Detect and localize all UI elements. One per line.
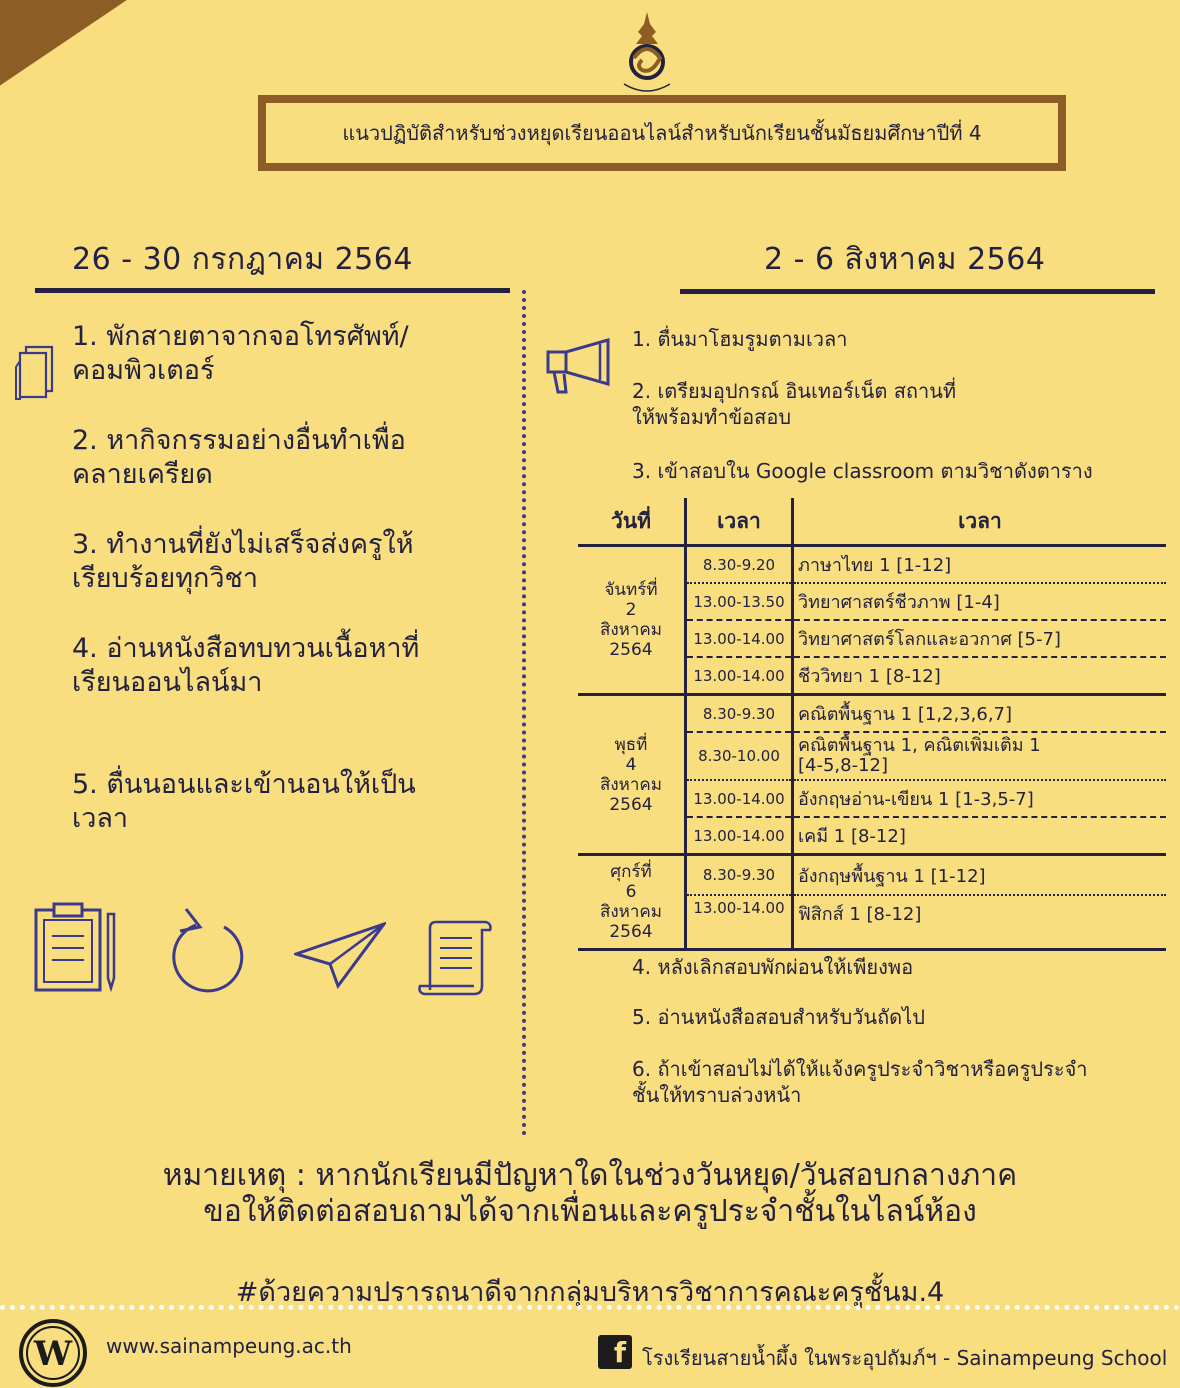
time-cell: 13.00-14.00 (686, 620, 793, 657)
time-cell: 13.00-14.00 (686, 780, 793, 817)
left-item-2-text: 2. หากิจกรรมอย่างอื่นทำเพื่อ คลายเครียด (72, 425, 406, 490)
left-item-3-text: 3. ทำงานที่ยังไม่เสร็จส่งครูให้ เรียบร้อยทุกวิชา (72, 529, 414, 594)
right-item-4 (632, 954, 1152, 980)
right-item-1-text: 1. ตื่นมาโฮมรูมตามเวลา (632, 327, 848, 351)
table-row (578, 695, 1166, 733)
left-item-1-text: 1. พักสายตาจากจอโทรศัพท์/ คอมพิวเตอร์ (72, 321, 409, 386)
left-item-4 (72, 632, 512, 700)
right-item-1 (632, 326, 1152, 352)
time-cell: 13.00-14.00 (686, 817, 793, 855)
website-link[interactable]: www.sainampeung.ac.th (106, 1334, 352, 1358)
left-item-3 (72, 528, 512, 596)
time-cell: 8.30-9.30 (686, 855, 793, 896)
documents-icon (14, 345, 56, 401)
facebook-page-link[interactable]: โรงเรียนสายน้ำผึ้ง ในพระอุปถัมภ์ฯ - Sainampeung School (642, 1346, 1168, 1370)
subject-cell: เคมี 1 [8-12] (793, 817, 1167, 855)
table-row (578, 855, 1166, 896)
header-time: เวลา (686, 498, 793, 546)
subject-cell: อังกฤษอ่าน-เขียน 1 [1-3,5-7] (793, 780, 1167, 817)
right-item-3 (632, 458, 1152, 484)
note-line-1: หมายเหตุ : หากนักเรียนมีปัญหาใดในช่วงวันหยุด/วันสอบกลางภาค (162, 1158, 1018, 1193)
time-cell: 13.00-13.50 (686, 583, 793, 620)
right-item-3-text: 3. เข้าสอบใน Google classroom ตามวิชาดังตาราง (632, 459, 1093, 483)
facebook-icon: f (598, 1335, 632, 1369)
refresh-icon (168, 905, 248, 997)
time-cell: 13.00-14.00 (686, 657, 793, 695)
clipboard-icon (32, 900, 118, 994)
day-cell: จันทร์ที่ 2 สิงหาคม 2564 (578, 546, 686, 695)
svg-text:W: W (33, 1334, 73, 1374)
exam-schedule (578, 498, 1166, 951)
right-item-5-text: 5. อ่านหนังสือสอบสำหรับวันถัดไป (632, 1005, 925, 1029)
school-emblem-icon (612, 10, 682, 102)
page-title: แนวปฏิบัติสำหรับช่วงหยุดเรียนออนไลน์สำหรับนักเรียนชั้นมัธยมศึกษาปีที่ 4 (342, 121, 982, 145)
right-item-2 (632, 378, 1152, 430)
subject-cell: คณิตพื้นฐาน 1, คณิตเพิ่มเติม 1 [4-5,8-12] (793, 732, 1167, 780)
right-item-6-text: 6. ถ้าเข้าสอบไม่ได้ให้แจ้งครูประจำวิชาหรือครูประจำ ชั้นให้ทราบล่วงหน้า (632, 1057, 1088, 1107)
subject-cell: วิทยาศาสตร์โลกและอวกาศ [5-7] (793, 620, 1167, 657)
left-section-underline (35, 288, 510, 293)
right-item-6 (632, 1056, 1152, 1108)
hashtag: #ด้วยความปรารถนาดีจากกลุ่มบริหารวิชาการคณะครูชั้นม.4 (235, 1277, 945, 1308)
subject-cell: ชีววิทยา 1 [8-12] (793, 657, 1167, 695)
scroll-icon (416, 920, 496, 996)
left-section-date: 26 - 30 กรกฎาคม 2564 (72, 242, 413, 277)
time-cell: 8.30-9.20 (686, 546, 793, 584)
left-item-5-text: 5. ตื่นนอนและเข้านอนให้เป็น เวลา (72, 769, 416, 834)
right-item-4-text: 4. หลังเลิกสอบพักผ่อนให้เพียงพอ (632, 955, 914, 979)
footer-divider (0, 1305, 1180, 1310)
left-item-4-text: 4. อ่านหนังสือทบทวนเนื้อหาที่ เรียนออนไลน์มา (72, 633, 420, 698)
subject-cell: ฟิสิกส์ 1 [8-12] (793, 895, 1167, 950)
left-item-5 (72, 768, 512, 836)
column-divider (522, 290, 526, 1136)
right-section-underline (680, 289, 1155, 294)
left-item-1 (72, 320, 512, 388)
time-cell: 13.00-14.00 (686, 895, 793, 950)
note-line-2: ขอให้ติดต่อสอบถามได้จากเพื่อนและครูประจำชั้นในไลน์ห้อง (203, 1194, 977, 1229)
right-item-5 (632, 1004, 1152, 1030)
paper-plane-icon (294, 920, 386, 990)
header-subject: เวลา (793, 498, 1167, 546)
subject-cell: ภาษาไทย 1 [1-12] (793, 546, 1167, 584)
day-cell: พุธที่ 4 สิงหาคม 2564 (578, 695, 686, 855)
day-cell: ศุกร์ที่ 6 สิงหาคม 2564 (578, 855, 686, 950)
time-cell: 8.30-9.30 (686, 695, 793, 733)
subject-cell: วิทยาศาสตร์ชีวภาพ [1-4] (793, 583, 1167, 620)
subject-cell: อังกฤษพื้นฐาน 1 [1-12] (793, 855, 1167, 896)
table-row (578, 546, 1166, 584)
left-item-2 (72, 424, 512, 492)
right-section-date: 2 - 6 สิงหาคม 2564 (764, 242, 1046, 277)
time-cell: 8.30-10.00 (686, 732, 793, 780)
exam-schedule-table (578, 498, 1166, 951)
header-date: วันที่ (578, 498, 686, 546)
subject-cell: คณิตพื้นฐาน 1 [1,2,3,6,7] (793, 695, 1167, 733)
wordpress-icon (18, 1318, 88, 1388)
megaphone-icon (544, 336, 614, 396)
right-item-2-text: 2. เตรียมอุปกรณ์ อินเทอร์เน็ต สถานที่ ให้พร้อมทำข้อสอบ (632, 379, 957, 429)
schedule-header-row (578, 498, 1166, 546)
